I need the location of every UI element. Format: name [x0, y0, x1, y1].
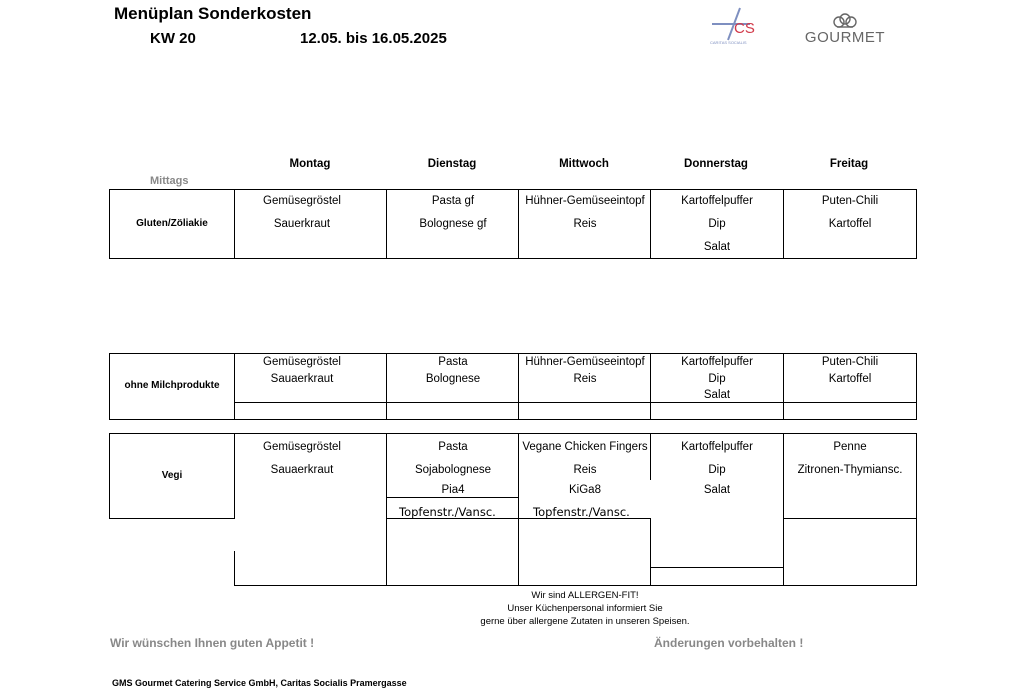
menu-item: Sauaerkraut — [270, 464, 334, 476]
menu-item: Puten-Chili — [821, 356, 879, 368]
menu-item: Kartoffel — [828, 373, 872, 385]
menu-item: Salat — [703, 241, 731, 253]
dessert-item: Topfenstr./Vansc. — [533, 505, 630, 519]
row-label-vegi: Vegi — [161, 470, 183, 481]
menu-item: Puten-Chili — [821, 195, 879, 207]
menu-item: Gemüsegröstel — [263, 356, 341, 368]
menu-item: Vegane Chicken Fingers — [522, 441, 648, 453]
menu-item: Penne — [833, 441, 867, 453]
menu-item: Zitronen-Thymiansc. — [797, 464, 903, 476]
menu-item: Hühner-Gemüseeintopf — [525, 195, 645, 207]
day-header-montag: Montag — [289, 158, 331, 170]
menu-item: Hühner-Gemüseeintopf — [525, 356, 645, 368]
dessert-item: Topfenstr./Vansc. — [399, 505, 496, 519]
svg-text:CARITAS SOCIALIS: CARITAS SOCIALIS — [710, 40, 747, 45]
menu-item: Pasta gf — [431, 195, 475, 207]
menu-item: Bolognese gf — [419, 218, 487, 230]
menu-item: Kartoffelpuffer — [681, 441, 753, 453]
menu-item: Pia4 — [441, 484, 465, 496]
allergen-line: Unser Küchenpersonal informiert Sie — [507, 603, 663, 614]
menu-item: Sauerkraut — [273, 218, 331, 230]
menu-item: Kartoffelpuffer — [681, 356, 753, 368]
menu-item: Dip — [708, 218, 726, 230]
allergen-note — [420, 589, 750, 628]
menu-item: Sauaerkraut — [270, 373, 334, 385]
day-header-freitag: Freitag — [829, 158, 869, 170]
row-label-ohne-milch: ohne Milchprodukte — [124, 380, 220, 391]
menu-item: Gemüsegröstel — [263, 195, 341, 207]
menu-item: Pasta — [438, 441, 468, 453]
page-title: Menüplan Sonderkosten — [114, 4, 312, 23]
day-header-donnerstag: Donnerstag — [684, 158, 748, 170]
menu-item: Reis — [573, 464, 597, 476]
row-label-gluten: Gluten/Zöliakie — [136, 218, 208, 229]
menu-item: Bolognese — [425, 373, 481, 385]
appetite-wish: Wir wünschen Ihnen guten Appetit ! — [110, 636, 315, 650]
section-label-mittags: Mittags — [150, 175, 189, 187]
allergen-line: gerne über allergene Zutaten in unseren Speisen. — [480, 616, 690, 627]
week-number: KW 20 — [150, 30, 196, 47]
menu-item: Salat — [703, 484, 731, 496]
svg-text:CS: CS — [734, 20, 755, 37]
changes-note: Änderungen vorbehalten ! — [654, 636, 804, 650]
menu-item: Gemüsegröstel — [263, 441, 341, 453]
caritas-socialis-logo — [706, 6, 766, 46]
allergen-line: Wir sind ALLERGEN-FIT! — [531, 590, 639, 601]
day-header-dienstag: Dienstag — [427, 158, 477, 170]
gourmet-logo: GOURMET — [802, 12, 888, 48]
menu-item: KiGa8 — [569, 484, 601, 496]
menu-item: Dip — [708, 373, 726, 385]
day-header-mittwoch: Mittwoch — [559, 158, 609, 170]
company-name: GMS Gourmet Catering Service GmbH, Caritas Socialis Pramergasse — [112, 678, 407, 688]
menu-item: Pasta — [438, 356, 468, 368]
menu-item: Reis — [573, 218, 597, 230]
date-range: 12.05. bis 16.05.2025 — [300, 30, 447, 47]
menu-item: Kartoffel — [828, 218, 872, 230]
menu-item: Dip — [708, 464, 726, 476]
menu-item: Sojabolognese — [414, 464, 492, 476]
menu-item: Kartoffelpuffer — [681, 195, 753, 207]
menu-item: Reis — [573, 373, 597, 385]
menu-item: Salat — [703, 389, 731, 401]
